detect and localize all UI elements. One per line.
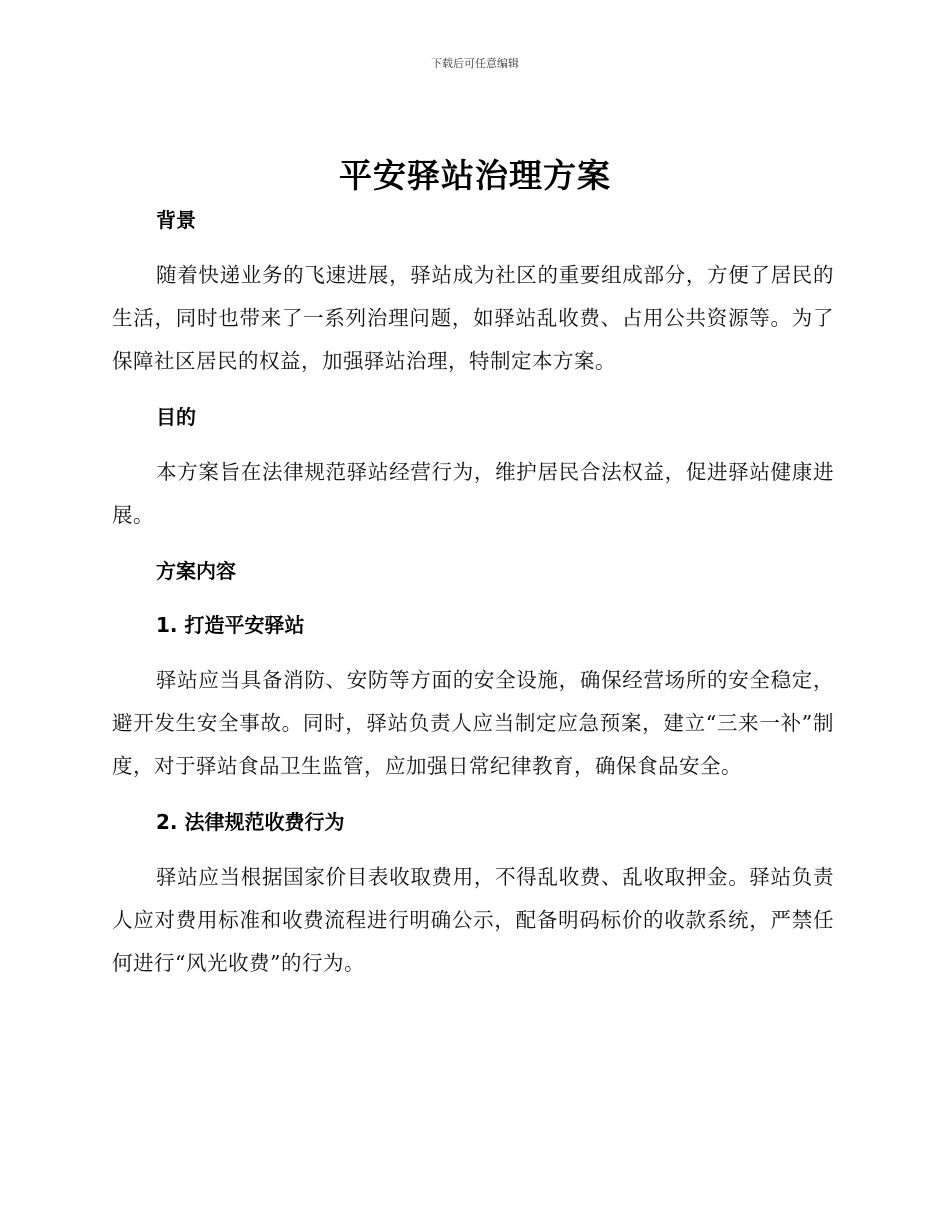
document-body [112,200,834,985]
section-fee-regulation [112,802,834,985]
section-paragraph: 驿站应当根据国家价目表收取费用，不得乱收费、乱收取押金。驿站负责人应对费用标准和收费流程进行明确公示，配备明码标价的收款系统，严禁任何进行“风光收费”的行为。 [112,865,834,975]
header-note: 下载后可任意编辑 [431,57,519,70]
section-heading: 目的 [156,405,196,429]
section-plan-content [112,551,834,591]
section-paragraph: 驿站应当具备消防、安防等方面的安全设施，确保经营场所的安全稳定，避开发生安全事故。同时，驿站负责人应当制定应急预案，建立“三来一补”制度，对于驿站食品卫生监管，应加强日常纪律教育，确保食品安全。 [112,668,834,778]
section-purpose [112,397,834,537]
section-paragraph: 随着快递业务的飞速进展，驿站成为社区的重要组成部分，方便了居民的生活，同时也带来了一系列治理问题，如驿站乱收费、占用公共资源等。为了保障社区居民的权益，加强驿站治理，特制定本方案。 [112,263,834,373]
section-paragraph: 本方案旨在法律规范驿站经营行为，维护居民合法权益，促进驿站健康进展。 [112,460,834,527]
document-title: 平安驿站治理方案 [339,156,611,195]
section-background [112,200,834,383]
section-heading: 背景 [156,208,196,232]
section-safe-station [112,605,834,788]
section-heading: 2. 法律规范收费行为 [156,810,345,834]
section-heading: 方案内容 [156,559,236,583]
section-heading: 1. 打造平安驿站 [156,613,305,637]
